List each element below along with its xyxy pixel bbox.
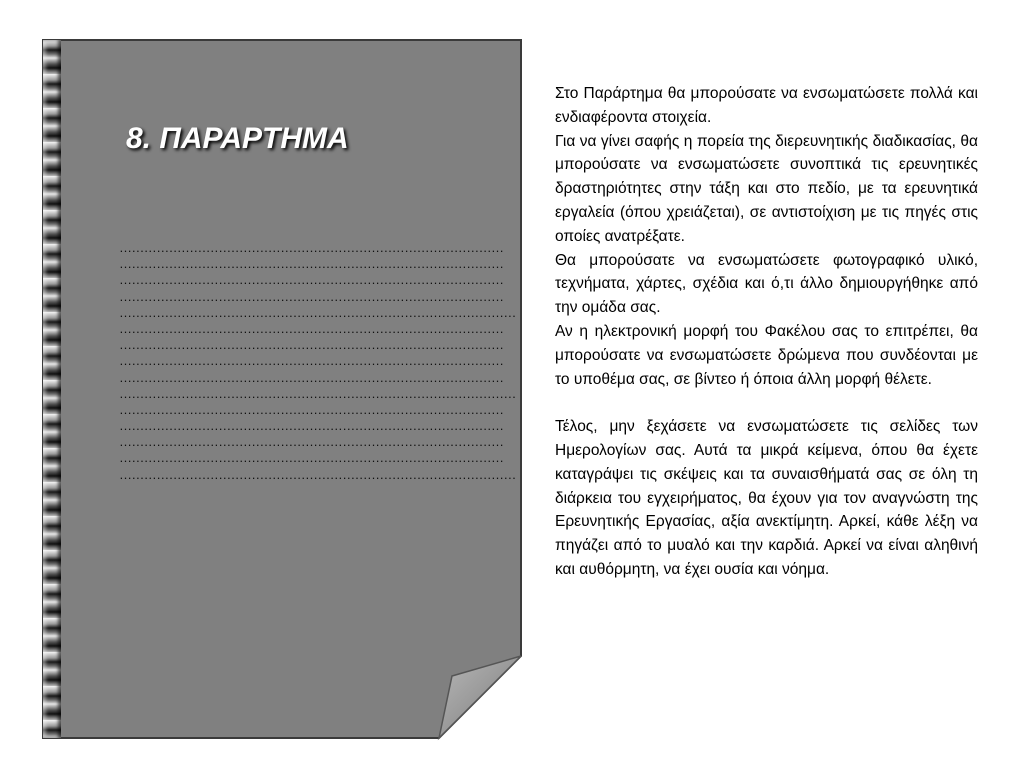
- appendix-text: [555, 82, 978, 582]
- dotted-line: …………………………………………………………………………………: [119, 288, 504, 304]
- dotted-line: …………………………………………………………………………………: [119, 450, 504, 466]
- dotted-line: …………………………………………………………………………………: [119, 240, 504, 255]
- dotted-line: …………………………………………………………………………………: [119, 353, 504, 369]
- dotted-line: …………………………………………………………………………………: [119, 272, 504, 288]
- dotted-line: ……………………………………………………………………………………: [119, 304, 516, 320]
- dotted-line: …………………………………………………………………………………: [119, 418, 504, 434]
- dotted-line: …………………………………………………………………………………: [119, 320, 504, 336]
- dotted-line: …………………………………………………………………………………: [119, 434, 504, 450]
- dotted-line: ……………………………………………………………………………………: [119, 466, 516, 482]
- dotted-line: …………………………………………………………………………………: [119, 337, 504, 353]
- dotted-line: …………………………………………………………………………………: [119, 256, 504, 272]
- paragraph: Για να γίνει σαφής η πορεία της διερευνητικής διαδικασίας, θα μπορούσατε να ενσωματώσετε συνοπτικά τις ερευνητικές δραστηριότητες στην τάξη και στο πεδίο, με τα ερευνητικά εργαλεία (όπου χρειάζεται), σε αντιστοίχιση με τις πηγές στις οποίες ανατρέξατε.: [555, 132, 978, 245]
- paragraph: Στο Παράρτημα θα μπορούσατε να ενσωματώσετε πολλά και ενδιαφέροντα στοιχεία.: [555, 85, 978, 126]
- paragraph: Θα μπορούσατε να ενσωματώσετε φωτογραφικό υλικό, τεχνήματα, χάρτες, σχέδια και ό,τι άλλο δημιουργήθηκε από την ομάδα σας.: [555, 251, 978, 317]
- folder-spine: [43, 40, 61, 738]
- paragraph: Αν η ηλεκτρονική μορφή του Φακέλου σας το επιτρέπει, θα μπορούσατε να ενσωματώσετε δρώμενα που συνδέονται με το υποθέμα σας, σε βίντεο ή όποια άλλη μορφή θέλετε.: [555, 322, 978, 388]
- dotted-line: ……………………………………………………………………………………: [119, 385, 516, 401]
- folder-panel: [43, 40, 521, 738]
- paragraph: Τέλος, μην ξεχάσετε να ενσωματώσετε τις σελίδες των Ημερολογίων σας. Αυτά τα μικρά κείμενα, όπου θα έχετε καταγράψει τις σκέψεις και τα συναισθήματά σας σε όλη τη διάρκεια του εγχειρήματος, θα έχουν για τον αναγνώστη της Ερευνητικής Εργασίας, αξία ανεκτίμητη. Αρκεί, κάθε λέξη να πηγάζει από το μυαλό και την καρδιά. Αρκεί να είναι αληθινή και αυθόρμητη, να έχει ουσία και νόημα.: [555, 418, 978, 578]
- dotted-lines: [119, 240, 516, 483]
- dotted-line: …………………………………………………………………………………: [119, 401, 504, 417]
- section-title: 8. ΠΑΡΑΡΤΗΜΑ: [126, 122, 349, 155]
- dotted-line: …………………………………………………………………………………: [119, 369, 504, 385]
